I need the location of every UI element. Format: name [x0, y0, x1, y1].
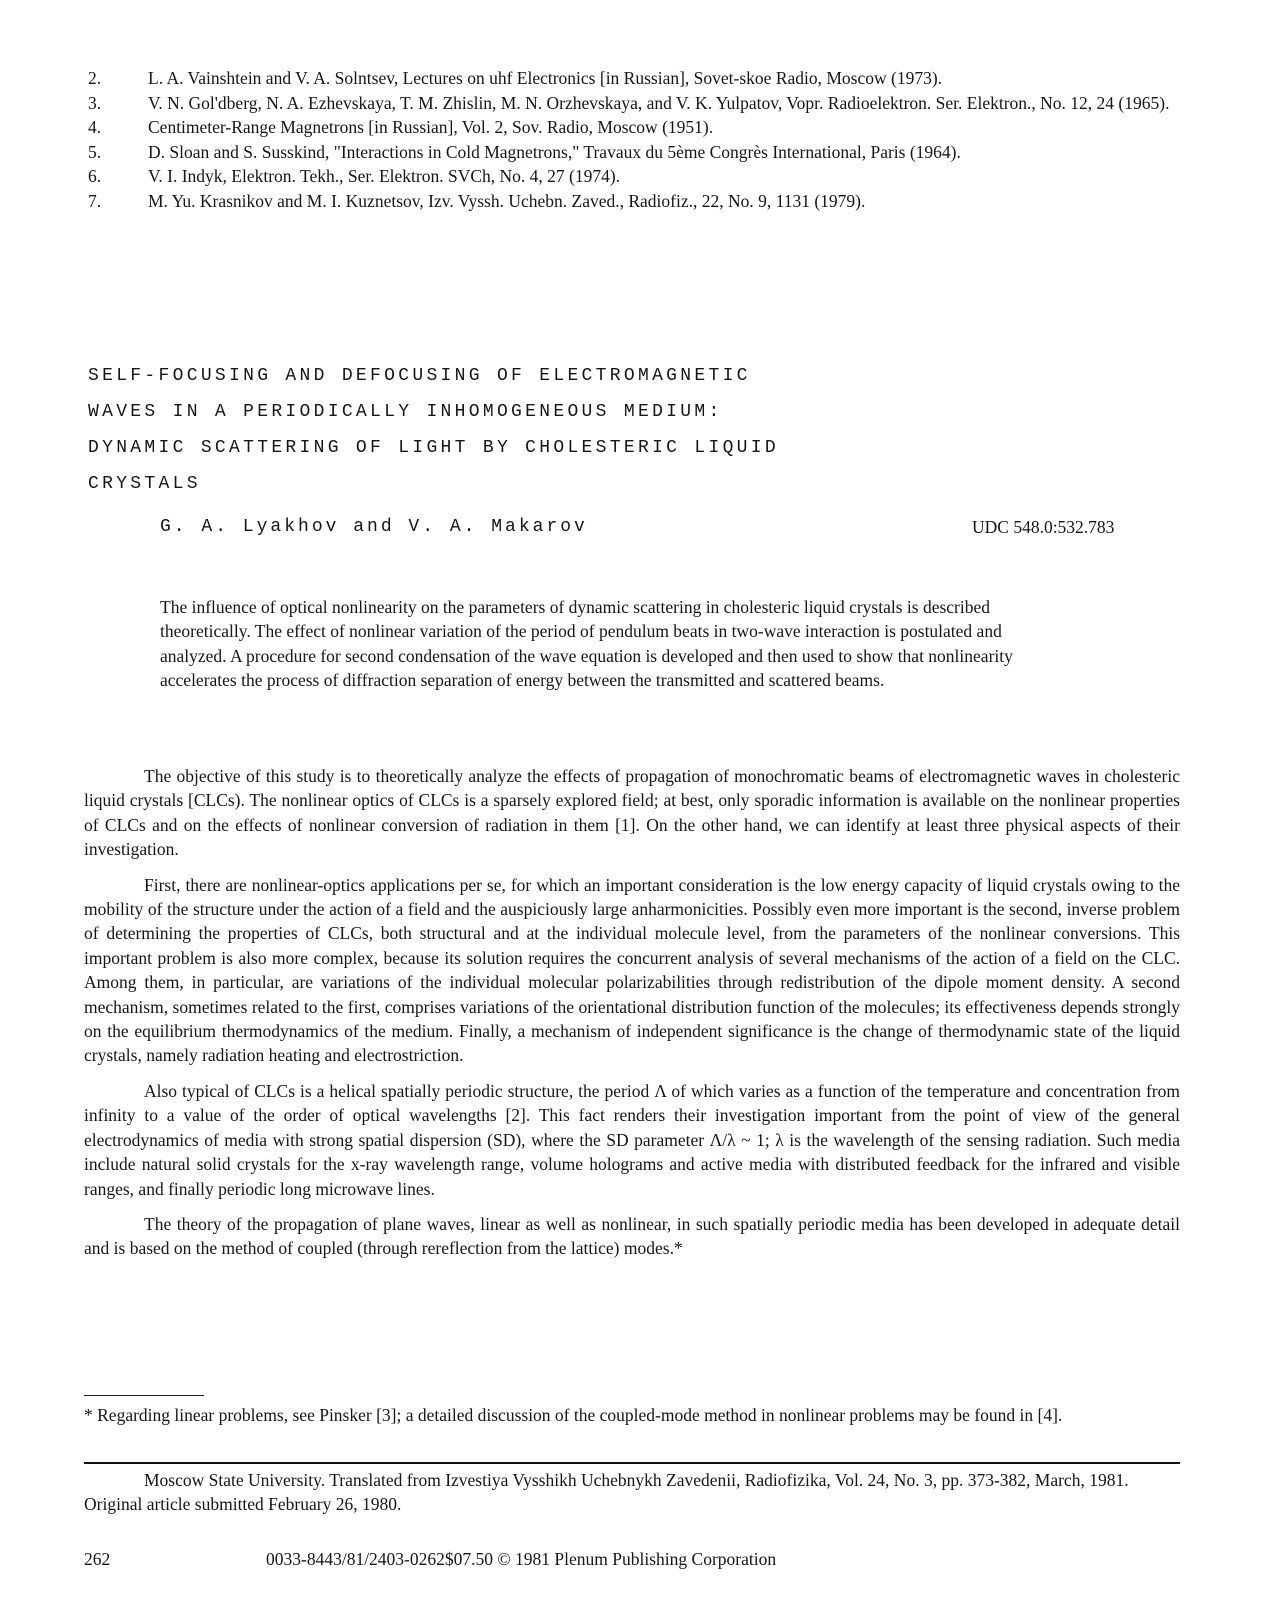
abstract: The influence of optical nonlinearity on the parameters of dynamic scattering in cholesteric liquid crystals is described theoretically. The effect of nonlinear variation of the period of pendulum beats in two-wave interaction is postulated and analyzed. A procedure for second condensation of the wave equation is developed and then used to show that nonlinearity accelerates the process of diffraction separation of energy between the transmitted and scattered beams.	[160, 597, 1013, 690]
reference-text: Centimeter-Range Magnetrons [in Russian], Vol. 2, Sov. Radio, Moscow (1951).	[148, 117, 714, 137]
title-line: SELF-FOCUSING AND DEFOCUSING OF ELECTROMAGNETIC	[88, 366, 751, 386]
page-number: 262	[84, 1549, 111, 1569]
body-paragraph: Also typical of CLCs is a helical spatially periodic structure, the period Λ of which varies as a function of the temperature and concentration from infinity to a value of the order of optical wavelengths [2]. This fact renders their investigation important from the point of view of the general electrodynamics of media with strong spatial dispersion (SD), where the SD parameter Λ/λ ~ 1; λ is the wavelength of the sensing radiation. Such media include natural solid crystals for the x-ray wavelength range, volume holograms and active media with distributed feedback for the infrared and visible ranges, and finally periodic long microwave lines.	[84, 1080, 1180, 1199]
reference-text: D. Sloan and S. Susskind, "Interactions in Cold Magnetrons," Travaux du 5ème Congrès International, Paris (1964).	[148, 141, 961, 162]
reference-number: 4.	[88, 117, 102, 137]
affiliation-note: Moscow State University. Translated from Izvestiya Vysshikh Uchebnykh Zavedenii, Radiofizika, Vol. 24, No. 3, pp. 373-382, March, 1981. Original article submitted February 26, 1980.	[84, 1470, 1129, 1515]
reference-number: 5.	[88, 141, 102, 162]
footnote: * Regarding linear problems, see Pinsker [3]; a detailed discussion of the coupled-mode method in nonlinear problems may be found in [4].	[84, 1405, 1063, 1425]
reference-number: 2.	[88, 68, 102, 88]
udc-code: UDC 548.0:532.783	[972, 517, 1115, 537]
body-paragraph: The objective of this study is to theoretically analyze the effects of propagation of monochromatic beams of electromagnetic waves in cholesteric liquid crystals [CLCs). The nonlinear optics of CLCs is a sparsely explored field; at best, only sporadic information is available on the nonlinear properties of CLCs and on the effects of nonlinear conversion of radiation in them [1]. On the other hand, we can identify at least three physical aspects of their investigation.	[84, 766, 1180, 860]
reference-item	[88, 140, 1178, 165]
reference-item	[88, 164, 1178, 189]
reference-list	[88, 66, 1178, 213]
reference-item	[88, 91, 1178, 116]
reference-text: L. A. Vainshtein and V. A. Solntsev, Lectures on uhf Electronics [in Russian], Sovet-skoe Radio, Moscow (1973).	[148, 68, 943, 88]
body-paragraph: First, there are nonlinear-optics applications per se, for which an important consideration is the low energy capacity of liquid crystals owing to the mobility of the structure under the action of a field and the auspiciously large anharmonicities. Possibly even more important is the second, inverse problem of determining the properties of CLCs, both structural and at the individual molecule level, from the parameters of the nonlinear conversions. This important problem is also more complex, because its solution requires the concurrent analysis of several mechanisms of the action of a field on the CLC. Among them, in particular, are variations of the individual molecular polarizabilities through redistribution of the dipole moment density. A second mechanism, sometimes related to the first, comprises variations of the orientational distribution function of the molecules; its effectiveness depends strongly on the equilibrium thermodynamics of the medium. Finally, a mechanism of independent significance is the change of thermodynamic state of the liquid crystals, namely radiation heating and electrostriction.	[84, 874, 1180, 1066]
reference-item	[88, 115, 1178, 140]
reference-number: 6.	[88, 166, 102, 186]
title-line: WAVES IN A PERIODICALLY INHOMOGENEOUS MEDIUM:	[88, 402, 723, 422]
article-body	[84, 764, 1180, 1272]
reference-number: 7.	[88, 190, 102, 211]
reference-item	[88, 189, 1178, 214]
copyright-line: 0033-8443/81/2403-0262$07.50 © 1981 Plenum Publishing Corporation	[266, 1549, 777, 1569]
body-paragraph: The theory of the propagation of plane waves, linear as well as nonlinear, in such spatially periodic media has been developed in adequate detail and is based on the method of coupled (through rereflection from the lattice) modes.*	[84, 1213, 1180, 1259]
footnote-divider	[84, 1395, 204, 1396]
reference-number: 3.	[88, 92, 102, 113]
article-authors: G. A. Lyakhov and V. A. Makarov	[160, 517, 588, 537]
title-line: DYNAMIC SCATTERING OF LIGHT BY CHOLESTERIC LIQUID	[88, 438, 779, 458]
reference-text: V. N. Gol'dberg, N. A. Ezhevskaya, T. M. Zhislin, M. N. Orzhevskaya, and V. K. Yulpatov, Vopr. Radioelektron. Ser. Elektron., No. 12, 24 (1965).	[148, 92, 1170, 113]
footer-divider	[84, 1462, 1180, 1464]
reference-text: V. I. Indyk, Elektron. Tekh., Ser. Elektron. SVCh, No. 4, 27 (1974).	[148, 166, 621, 186]
reference-item	[88, 66, 1178, 91]
title-line: CRYSTALS	[88, 474, 201, 494]
article-title	[88, 358, 988, 502]
reference-text: M. Yu. Krasnikov and M. I. Kuznetsov, Izv. Vyssh. Uchebn. Zaved., Radiofiz., 22, No. 9, 1131 (1979).	[148, 190, 866, 211]
